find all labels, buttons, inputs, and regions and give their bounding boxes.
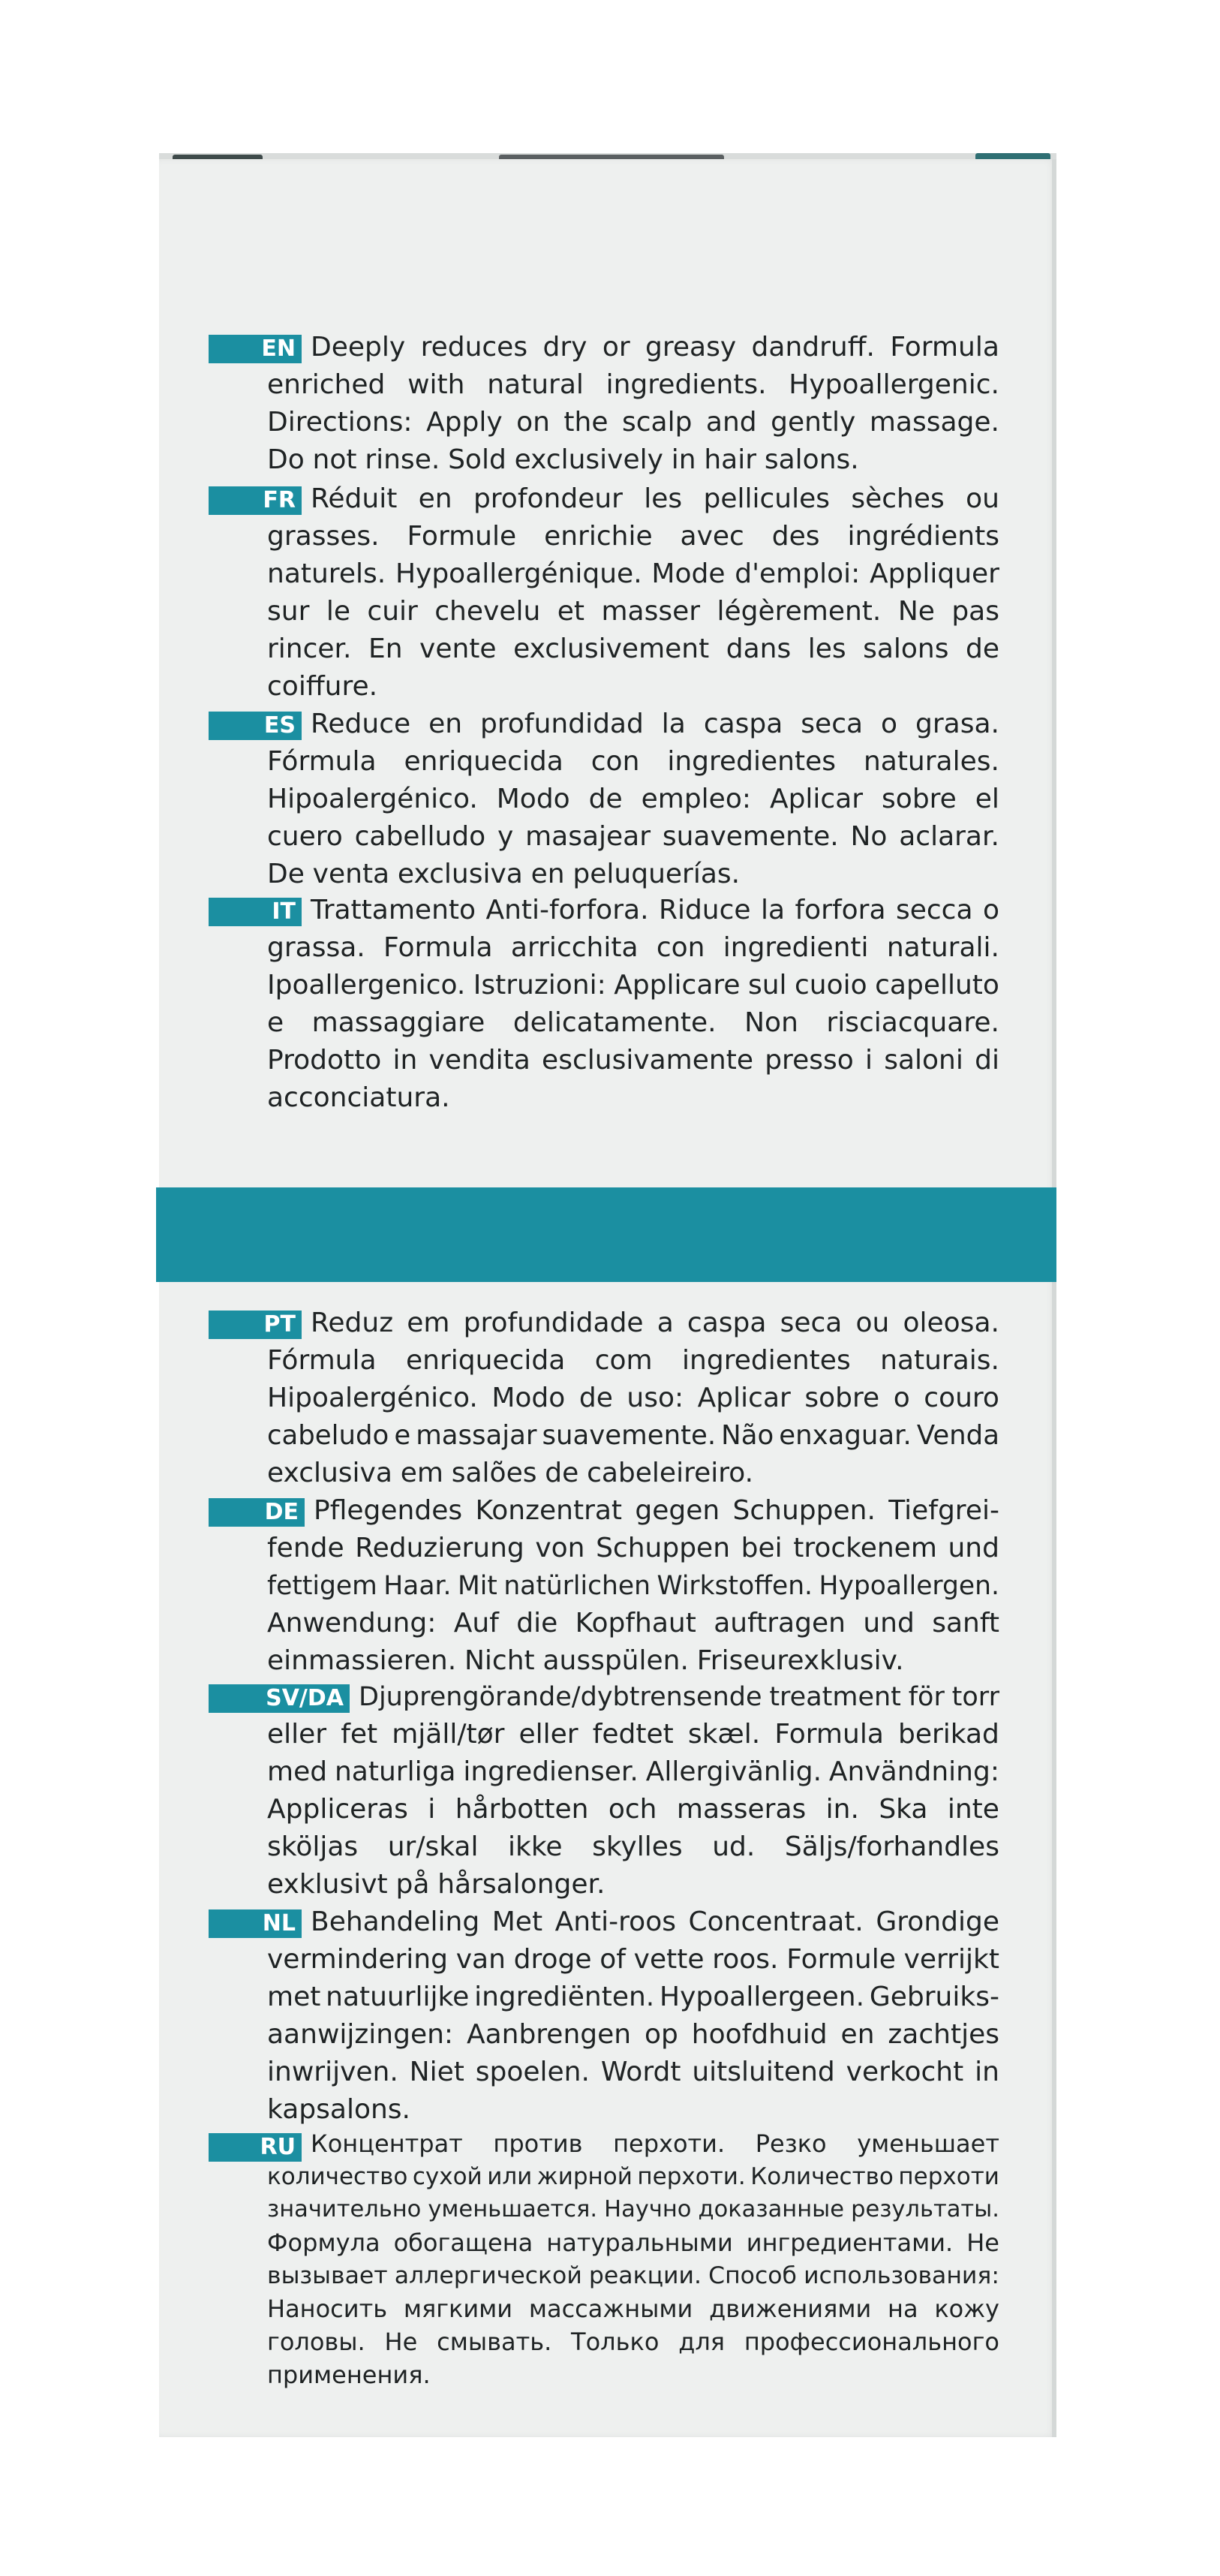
language-code-badge: EN [209,335,302,363]
text-line: Anwendung: Auf die Kopfhaut auftragen und sanft [267,1608,999,1639]
language-block-de [210,1492,999,1680]
text-line: enriched with natural ingredients. Hypoallergenic. [267,369,999,400]
text-line: fettigem Haar. Mit natürlichen Wirkstoffen. Hypoallergen. [267,1571,999,1601]
text-line: Djuprengörande/dybtrensende treatment för torr [359,1682,999,1712]
language-block-fr [210,480,999,706]
language-block-it [210,892,999,1117]
text-line: inwrijven. Niet spoelen. Wordt uitsluitend verkocht in [267,2057,999,2087]
text-line: количество сухой или жирной перхоти. Количество перхоти [267,2163,999,2190]
language-block-ru [210,2127,999,2391]
language-block-sv-da [210,1678,999,1903]
text-line: применения. [267,2361,431,2389]
language-code-badge: IT [209,898,302,926]
text-line: exclusiva em salões de cabeleireiro. [267,1458,754,1488]
text-line: Prodotto in vendita esclusivamente presso i saloni di [267,1045,999,1076]
language-block-es [210,706,999,893]
accent-band [156,1187,1056,1282]
language-block-pt [210,1305,999,1492]
text-line: aanwijzingen: Aanbrengen op hoofdhuid en zachtjes [267,2019,999,2050]
text-line: Reduz em profundidade a caspa seca ou oleosa. [311,1308,999,1338]
text-line: Наносить мягкими массажными движениями на кожу [267,2295,999,2323]
text-line: Fórmula enriquecida com ingredientes naturais. [267,1345,999,1376]
language-block-en [210,329,999,479]
text-line: eller fet mjäll/tør eller fedtet skæl. Formula berikad [267,1719,999,1750]
language-code-badge: SV/DA [209,1684,350,1713]
language-code-badge: RU [209,2133,302,2162]
text-line: значительно уменьшается. Научно доказанные результаты. [267,2196,999,2222]
text-line: Directions: Apply on the scalp and gently massage. [267,407,999,438]
text-line: grassa. Formula arricchita con ingredienti naturali. [267,932,999,963]
text-line: Reduce en profundidad la caspa seca o grasa. [311,709,999,739]
text-line: med naturliga ingredienser. Allergivänlig. Användning: [267,1756,999,1787]
text-line: головы. Не смывать. Только для профессионального [267,2328,999,2356]
text-line: De venta exclusiva en peluquerías. [267,859,741,889]
language-code-badge: DE [209,1498,305,1527]
text-line: Формула обогащена натуральными ингредиентами. Не [267,2228,999,2257]
text-line: acconciatura. [267,1082,450,1113]
text-line: Réduit en profondeur les pellicules sèches ou [311,483,999,514]
text-line: fende Reduzierung von Schuppen bei trockenem und [267,1533,999,1563]
text-line: Ipoallergenico. Istruzioni: Applicare sul cuoio capelluto [267,970,999,1001]
text-line: rincer. En vente exclusivement dans les salons de [267,633,999,664]
text-line: kapsalons. [267,2094,410,2125]
text-line: grasses. Formule enrichie avec des ingrédients [267,521,999,552]
text-line: Fórmula enriquecida con ingredientes naturales. [267,746,999,777]
text-line: вызывает аллергической реакции. Способ использования: [267,2262,999,2289]
text-line: sur le cuir chevelu et masser légèrement. Ne pas [267,596,999,627]
box-right-edge [1052,159,1056,2437]
text-line: cuero cabelludo y masajear suavemente. No aclarar. [267,821,999,852]
text-line: Pflegendes Konzentrat gegen Schuppen. Tiefgrei- [314,1495,999,1526]
language-block-nl [210,1903,999,2129]
text-line: coiffure. [267,671,378,702]
text-line: sköljas ur/skal ikke skylles ud. Säljs/forhandles [267,1831,999,1862]
language-code-badge: ES [209,712,302,740]
text-line: Do not rinse. Sold exclusively in hair salons. [267,444,859,475]
text-line: vermindering van droge of vette roos. Formule verrijkt [267,1944,999,1975]
text-line: met natuurlijke ingrediënten. Hypoallergeen. Gebruiks- [267,1982,999,2012]
language-code-badge: PT [209,1311,302,1339]
language-code-badge: FR [209,486,302,515]
text-line: naturels. Hypoallergénique. Mode d'emploi: Appliquer [267,558,999,589]
text-line: exklusivt på hårsalonger. [267,1869,605,1900]
text-line: einmassieren. Nicht ausspülen. Friseurexklusiv. [267,1645,904,1676]
text-line: Appliceras i hårbotten och masseras in. Ska inte [267,1794,999,1825]
text-line: Deeply reduces dry or greasy dandruff. Formula [311,332,999,363]
text-line: e massaggiare delicatamente. Non risciacquare. [267,1007,999,1038]
text-line: Концентрат против перхоти. Резко уменьшает [311,2129,999,2158]
text-line: Hipoalergénico. Modo de uso: Aplicar sobre o couro [267,1383,999,1413]
text-line: Hipoalergénico. Modo de empleo: Aplicar sobre el [267,784,999,814]
language-code-badge: NL [209,1909,302,1938]
text-line: Trattamento Anti-forfora. Riduce la forfora secca o [311,895,999,925]
text-line: Behandeling Met Anti-roos Concentraat. Grondige [311,1906,999,1937]
text-line: cabeludo e massajar suavemente. Não enxaguar. Venda [267,1420,999,1451]
